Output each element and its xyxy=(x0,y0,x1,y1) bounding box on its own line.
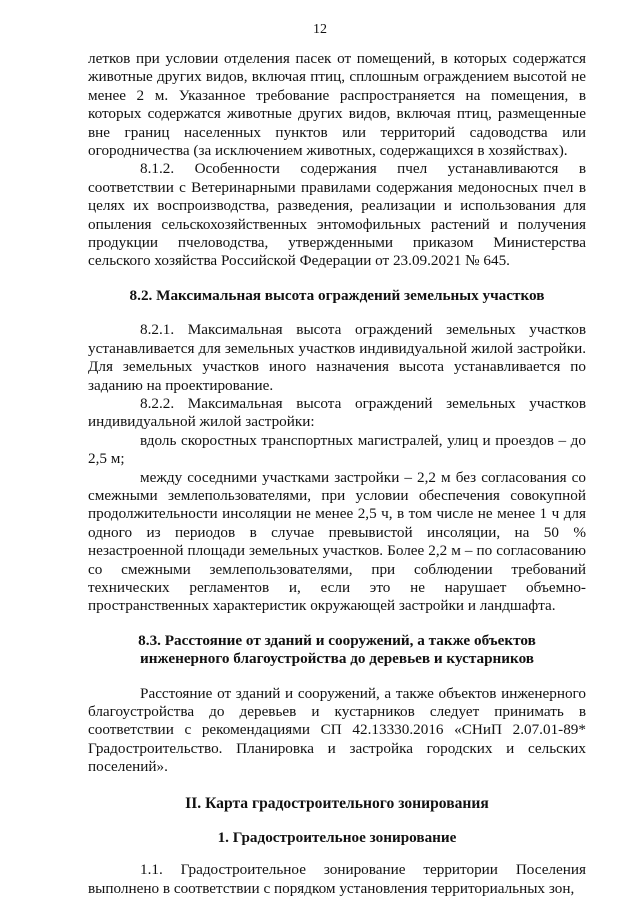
heading-8-3-line-2: инженерного благоустройства до деревьев и кустарников xyxy=(140,650,534,668)
paragraph-1-1: 1.1. Градостроительное зонирование территории Поселения выполнено в соответствии с порядком установления территориальных зон, xyxy=(88,861,586,897)
paragraph-neighbors-limit: между соседними участками застройки – 2,2 м без согласования со смежными землепользователями, при условии обеспечения совокупной продолжительности инсоляции не менее 2,5 ч, в том числе не менее 1 ч для одного из периодов в случае превывистой инсоляции, на 50 % незастроенной площади земельных участков. Более 2,2 м – по согласованию со смежными землепользователями, при соблюдении требований технических регламентов и, если это не нарушает объемно-пространственных характеристик окружающей застройки и ландшафта. xyxy=(88,468,586,615)
heading-1-zoning: 1. Градостроительное зонирование xyxy=(217,829,457,847)
intro-paragraph-continuation: летков при условии отделения пасек от помещений, в которых содержатся животные других видов, включая птиц, сплошным ограждением высотой не менее 2 м. Указанное требование распространяется на помещения, в которых содержатся животные других видов, включая птиц, размещенные вне границ населенных пунктов или территорий садоводства или огородничества (за исключением животных, содержащихся в хозяйствах). xyxy=(88,50,586,160)
heading-8-3 xyxy=(88,632,586,669)
paragraph-8-1-2: 8.1.2. Особенности содержания пчел устанавливаются в соответствии с Ветеринарными правилами содержания медоносных пчел в целях их воспроизводства, разведения, реализации и использования для опыления сельскохозяйственных энтомофильных растений и получения продукции пчеловодства, утвержденными приказом Министерства сельского хозяйства Российской Федерации от 23.09.2021 № 645. xyxy=(88,160,586,270)
page-number: 12 xyxy=(313,22,327,37)
heading-8-3-line-1: 8.3. Расстояние от зданий и сооружений, а также объектов xyxy=(138,631,536,649)
heading-8-2: 8.2. Максимальная высота ограждений земельных участков xyxy=(129,286,545,304)
paragraph-8-3-distance: Расстояние от зданий и сооружений, а также объектов инженерного благоустройства до деревьев и кустарников следует принимать в соответствии с рекомендациями СП 42.13330.2016 «СНиП 2.07.01-89* Градостроительство. Планировка и застройка городских и сельских поселений». xyxy=(88,684,586,776)
paragraph-8-2-2: 8.2.2. Максимальная высота ограждений земельных участков индивидуальной жилой застройки: xyxy=(88,394,586,431)
paragraph-roads-limit: вдоль скоростных транспортных магистралей, улиц и проездов – до 2,5 м; xyxy=(88,431,586,468)
heading-part-2: II. Карта градостроительного зонирования xyxy=(185,794,489,812)
paragraph-8-2-1: 8.2.1. Максимальная высота ограждений земельных участков устанавливается для земельных участков индивидуальной жилой застройки. Для земельных участков иного назначения высота устанавливается по заданию на проектирование. xyxy=(88,321,586,394)
document-body xyxy=(88,50,586,898)
